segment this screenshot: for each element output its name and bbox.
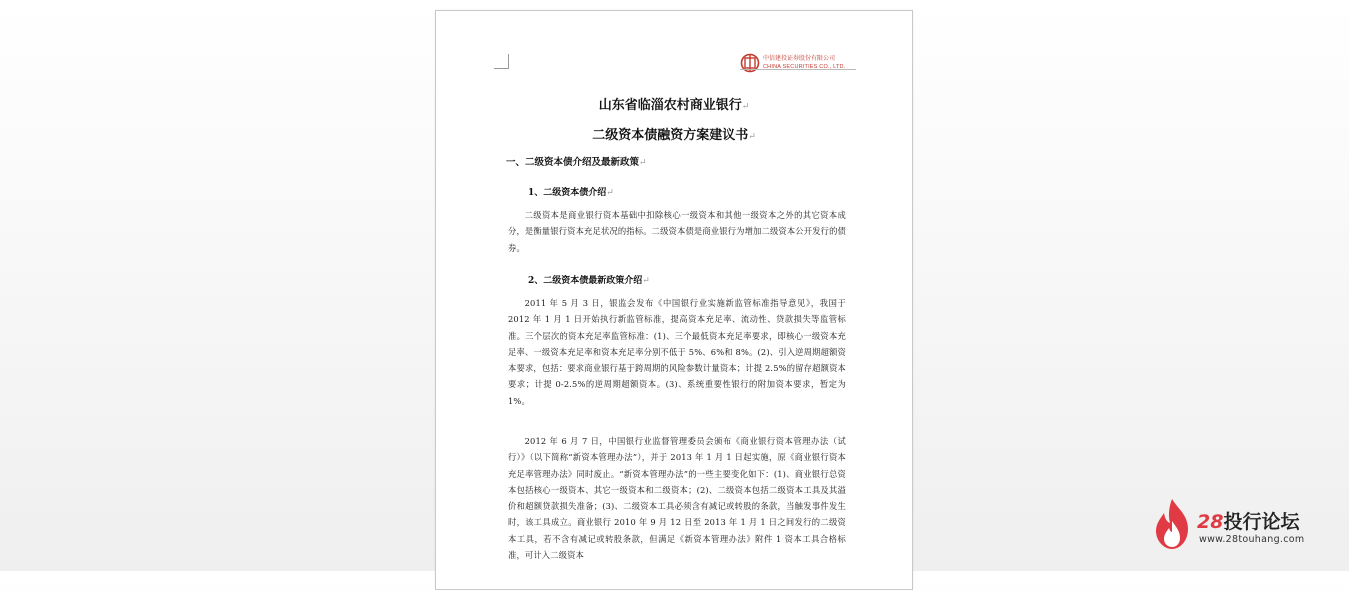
citic-logo-icon xyxy=(740,53,760,73)
document-title-line1: 山东省临淄农村商业银行↵ xyxy=(598,98,750,113)
forum-url: www.28touhang.com xyxy=(1199,534,1305,545)
header-divider xyxy=(740,69,856,70)
logo-english-name: CHINA SECURITIES CO., LTD. xyxy=(763,64,846,70)
subheading-1: 1、二级资本债介绍↵ xyxy=(528,188,614,198)
logo-chinese-name: 中信建投证券股份有限公司 xyxy=(763,55,836,62)
section-heading-1: 一、二级资本债介绍及最新政策↵ xyxy=(506,157,647,168)
paragraph-3: 2012 年 6 月 7 日，中国银行业监督管理委员会颁布《商业银行资本管理办法（试行）》（以下简称“新资本管理办法”），并于 2013 年 1 月 1 日起实施，原《商业银行资本充足率管理办法》同时废止。“新资本管理办法”的一些主要变化如下：(1)、商业银行总资本包括核心一级资本、其它一级资本和二级资本；(2)、二级资本包括二级资本工具及其溢价和超额贷款损失准备；(3)、二级资本工具必须含有减记或转股的条款，当触发事件发生时，该工具成立。商业银行 2010 年 9 月 12 日至 2013 年 1 月 1 日之间发行的二级资本工具，若不含有减记或转股条款，但满足《新资本管理办法》附件 1 资本工具合格标准，可计入二级资本 xyxy=(508,436,846,561)
crop-mark xyxy=(494,54,509,69)
subheading-2: 2、二级资本债最新政策介绍↵ xyxy=(528,276,650,286)
flame-logo-icon xyxy=(1152,497,1192,551)
document-title-line2: 二级资本债融资方案建议书↵ xyxy=(592,128,756,143)
paragraph-2: 2011 年 5 月 3 日，银监会发布《中国银行业实施新监管标准指导意见》，我国于 2012 年 1 月 1 日开始执行新监管标准，提高资本充足率、流动性、贷款损失等监管标准。三个层次的资本充足率监管标准：(1)、三个最低资本充足率要求，即核心一级资本充足率、一级资本充足率和资本充足率分别不低于 5%、6%和 8%。(2)、引入逆周期超额资本要求，包括：要求商业银行基于跨周期的风险参数计量资本；计提 2.5%的留存超额资本要求；计提 0-2.5%的逆周期超额资本。(3)、系统重要性银行的附加资本要求，暂定为 1%。 xyxy=(508,298,846,406)
paragraph-1: 二级资本是商业银行资本基础中扣除核心一级资本和其他一级资本之外的其它资本成分，是衡量银行资本充足状况的指标。二级资本债是商业银行为增加二级资本公开发行的债券。 xyxy=(508,210,846,253)
forum-name: 28投行论坛 xyxy=(1197,511,1300,533)
header-logo xyxy=(740,53,845,73)
forum-watermark xyxy=(1152,497,1342,551)
document-page xyxy=(435,10,913,590)
